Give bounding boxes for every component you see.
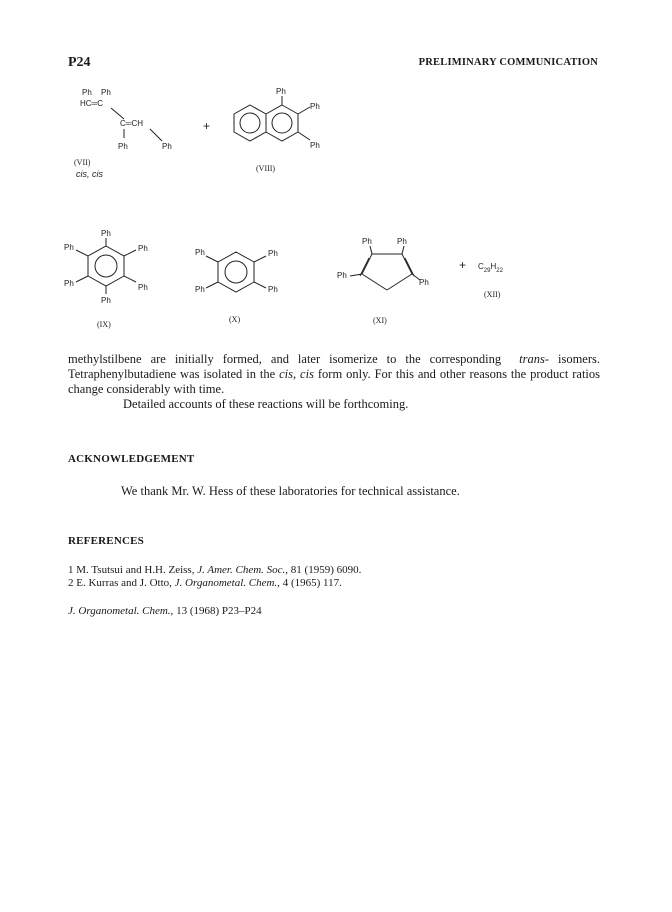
ph-label: Ph bbox=[64, 243, 74, 252]
ph-label: Ph bbox=[362, 237, 372, 246]
journal-citation: J. Organometal. Chem., 13 (1968) P23–P24 bbox=[68, 605, 262, 617]
plus-sign: + bbox=[203, 119, 211, 133]
ph-label: Ph bbox=[64, 279, 74, 288]
c-eq-ch-label: C═CH bbox=[120, 119, 143, 128]
body-paragraph-2: Detailed accounts of these reactions will be forthcoming. bbox=[123, 397, 409, 411]
ph-label: Ph bbox=[310, 102, 320, 111]
ph-label: Ph bbox=[337, 271, 347, 280]
ph-label: Ph bbox=[138, 283, 148, 292]
ph-label: Ph bbox=[162, 142, 172, 151]
compound-label-viii: (VIII) bbox=[256, 164, 276, 173]
structure-viii bbox=[234, 87, 320, 173]
compound-label-x: (X) bbox=[229, 315, 241, 324]
hc-eq-c-label: HC═C bbox=[80, 99, 103, 108]
reference-1: 1 M. Tsutsui and H.H. Zeiss, J. Amer. Chem. Soc., 81 (1959) 6090. bbox=[68, 564, 362, 576]
structure-ix bbox=[64, 229, 148, 329]
ph-label: Ph bbox=[82, 88, 92, 97]
ph-label: Ph bbox=[195, 285, 205, 294]
structure-xi bbox=[337, 237, 429, 325]
page-number: P24 bbox=[68, 55, 91, 70]
plus-sign: + bbox=[459, 258, 467, 272]
ph-label: Ph bbox=[310, 141, 320, 150]
compound-label-xi: (XI) bbox=[373, 316, 387, 325]
compound-label-xii: (XII) bbox=[484, 290, 501, 299]
ph-label: Ph bbox=[268, 285, 278, 294]
reaction-scheme bbox=[0, 0, 672, 340]
structure-vii bbox=[74, 88, 172, 179]
structure-x bbox=[195, 248, 278, 324]
ph-label: Ph bbox=[276, 87, 286, 96]
ph-label: Ph bbox=[195, 248, 205, 257]
acknowledgement-text: We thank Mr. W. Hess of these laboratories for technical assistance. bbox=[121, 484, 460, 498]
references-heading: REFERENCES bbox=[68, 535, 144, 547]
compound-label-ix: (IX) bbox=[97, 320, 111, 329]
ph-label: Ph bbox=[419, 278, 429, 287]
ph-label: Ph bbox=[118, 142, 128, 151]
ph-label: Ph bbox=[138, 244, 148, 253]
running-title: PRELIMINARY COMMUNICATION bbox=[418, 57, 598, 68]
ph-label: Ph bbox=[397, 237, 407, 246]
acknowledgement-heading: ACKNOWLEDGEMENT bbox=[68, 453, 195, 465]
ph-label: Ph bbox=[101, 229, 111, 238]
ph-label: Ph bbox=[101, 88, 111, 97]
cis-cis-label: cis, cis bbox=[76, 169, 103, 179]
body-text: methylstilbene are initially formed, and later isomerize to the corresponding trans- isomers. Tetraphenylbutadiene was isolated in the cis, cis form only. For this and other reasons the product ratios change considerably with time. Detailed accounts of these reactions will be forthcoming. bbox=[68, 352, 601, 411]
ph-label: Ph bbox=[268, 249, 278, 258]
reference-2: 2 E. Kurras and J. Otto, J. Organometal. Chem., 4 (1965) 117. bbox=[68, 577, 342, 589]
compound-label-vii: (VII) bbox=[74, 158, 91, 167]
formula-c29h22: $C_{29}H_{22}$ bbox=[478, 262, 503, 274]
ph-label: Ph bbox=[101, 296, 111, 305]
